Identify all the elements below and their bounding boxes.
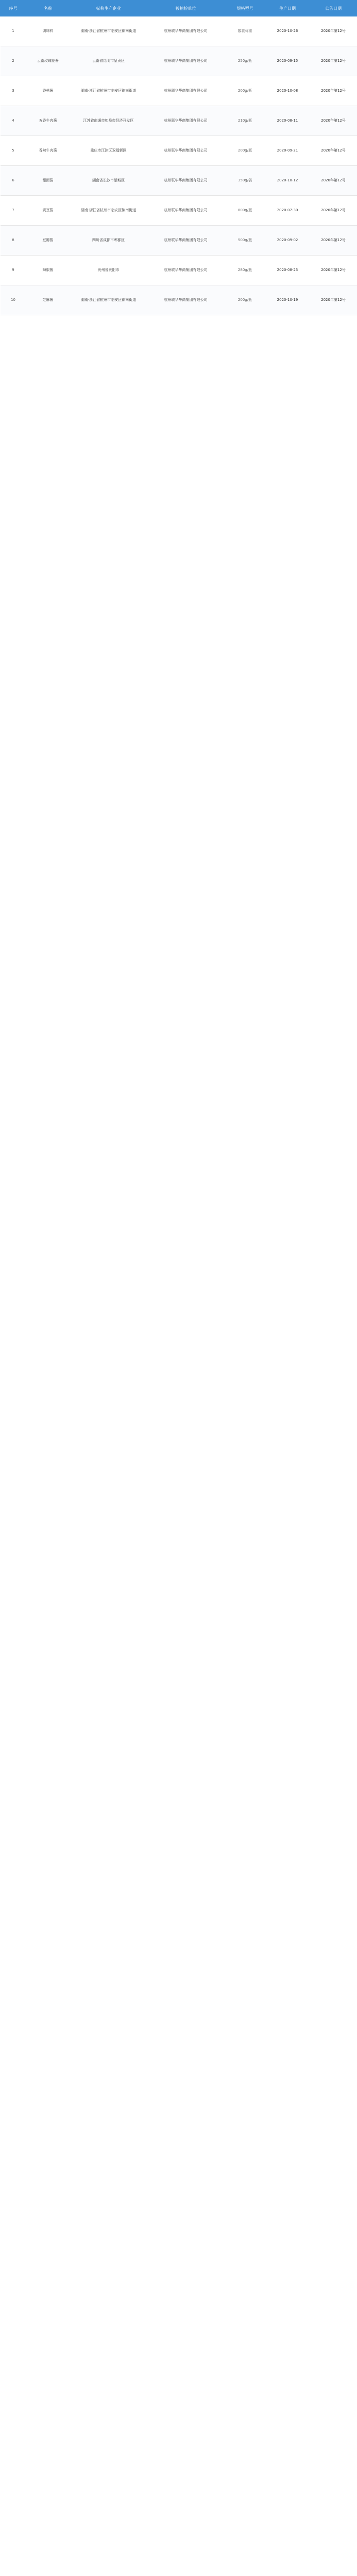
cell-date: 2020-10-12 — [266, 166, 310, 196]
table-row — [1, 285, 357, 315]
cell-date: 2020-09-02 — [266, 226, 310, 256]
table-row — [1, 256, 357, 285]
header-spec: 规格型号 — [225, 1, 266, 16]
cell-seq: 8 — [1, 226, 26, 256]
cell-spec: 210g/瓶 — [225, 106, 266, 136]
table-row — [1, 76, 357, 106]
cell-seq: 5 — [1, 136, 26, 166]
cell-seq: 10 — [1, 285, 26, 315]
cell-date: 2020-10-08 — [266, 76, 310, 106]
cell-spec: 350g/袋 — [225, 166, 266, 196]
cell-name: 芝麻酱 — [26, 285, 70, 315]
cell-spec: 280g/瓶 — [225, 256, 266, 285]
cell-spec: 200g/瓶 — [225, 76, 266, 106]
cell-unit: 杭州联华华商集团有限公司 — [147, 16, 225, 46]
cell-pub: 2020年第12号 — [310, 285, 357, 315]
cell-pub: 2020年第12号 — [310, 196, 357, 226]
cell-maker: 湖南·浙江省杭州市临安区锦南街道 — [70, 196, 147, 226]
header-pub: 公告日期 — [310, 1, 357, 16]
cell-spec: 800g/瓶 — [225, 196, 266, 226]
header-date: 生产日期 — [266, 1, 310, 16]
header-unit: 被抽检单位 — [147, 1, 225, 16]
cell-unit: 杭州联华华商集团有限公司 — [147, 226, 225, 256]
cell-date: 2020-09-21 — [266, 136, 310, 166]
cell-spec: 500g/瓶 — [225, 226, 266, 256]
table-row — [1, 16, 357, 46]
cell-pub: 2020年第12号 — [310, 136, 357, 166]
document-page — [0, 0, 357, 315]
cell-name: 甜面酱 — [26, 166, 70, 196]
table-row — [1, 166, 357, 196]
cell-date: 2020-10-19 — [266, 285, 310, 315]
cell-maker: 湖南省长沙市望城区 — [70, 166, 147, 196]
table-row — [1, 136, 357, 166]
cell-seq: 6 — [1, 166, 26, 196]
cell-unit: 杭州联华华商集团有限公司 — [147, 46, 225, 76]
cell-maker: 江苏省南通市如皋市经济开发区 — [70, 106, 147, 136]
header-maker: 标称生产企业 — [70, 1, 147, 16]
table-row — [1, 226, 357, 256]
cell-name: 辣椒酱 — [26, 256, 70, 285]
cell-spec: 200g/瓶 — [225, 285, 266, 315]
cell-maker: 云南省昆明市呈贡区 — [70, 46, 147, 76]
table-body — [1, 16, 357, 315]
cell-unit: 杭州联华华商集团有限公司 — [147, 136, 225, 166]
cell-name: 调味料 — [26, 16, 70, 46]
cell-maker: 重庆市江津区双福新区 — [70, 136, 147, 166]
cell-seq: 1 — [1, 16, 26, 46]
cell-seq: 7 — [1, 196, 26, 226]
cell-spec: 250g/瓶 — [225, 46, 266, 76]
cell-name: 豆瓣酱 — [26, 226, 70, 256]
cell-seq: 4 — [1, 106, 26, 136]
table-row — [1, 196, 357, 226]
cell-pub: 2020年第12号 — [310, 166, 357, 196]
cell-maker: 湖南·浙江省杭州市临安区锦南街道 — [70, 16, 147, 46]
cell-pub: 2020年第12号 — [310, 256, 357, 285]
cell-date: 2020-07-30 — [266, 196, 310, 226]
header-name: 名称 — [26, 1, 70, 16]
cell-spec: 200g/瓶 — [225, 136, 266, 166]
cell-name: 云南玫瑰花酱 — [26, 46, 70, 76]
cell-date: 2020-09-15 — [266, 46, 310, 76]
cell-seq: 2 — [1, 46, 26, 76]
cell-date: 2020-08-25 — [266, 256, 310, 285]
cell-unit: 杭州联华华商集团有限公司 — [147, 76, 225, 106]
inspection-results-table — [0, 0, 357, 315]
cell-seq: 3 — [1, 76, 26, 106]
header-seq: 序号 — [1, 1, 26, 16]
cell-unit: 杭州联华华商集团有限公司 — [147, 256, 225, 285]
cell-name: 香辣牛肉酱 — [26, 136, 70, 166]
cell-pub: 2020年第12号 — [310, 106, 357, 136]
cell-pub: 2020年第12号 — [310, 46, 357, 76]
cell-name: 香菇酱 — [26, 76, 70, 106]
cell-spec: 散装称重 — [225, 16, 266, 46]
cell-pub: 2020年第12号 — [310, 226, 357, 256]
cell-name: 黄豆酱 — [26, 196, 70, 226]
cell-maker: 贵州省贵阳市 — [70, 256, 147, 285]
cell-date: 2020-08-11 — [266, 106, 310, 136]
cell-pub: 2020年第12号 — [310, 76, 357, 106]
table-row — [1, 46, 357, 76]
cell-maker: 四川省成都市郫都区 — [70, 226, 147, 256]
cell-unit: 杭州联华华商集团有限公司 — [147, 196, 225, 226]
cell-date: 2020-10-26 — [266, 16, 310, 46]
cell-pub: 2020年第12号 — [310, 16, 357, 46]
cell-name: 五香牛肉酱 — [26, 106, 70, 136]
cell-unit: 杭州联华华商集团有限公司 — [147, 106, 225, 136]
cell-unit: 杭州联华华商集团有限公司 — [147, 166, 225, 196]
cell-unit: 杭州联华华商集团有限公司 — [147, 285, 225, 315]
cell-maker: 湖南·浙江省杭州市临安区锦南街道 — [70, 76, 147, 106]
cell-maker: 湖南·浙江省杭州市临安区锦南街道 — [70, 285, 147, 315]
table-row — [1, 106, 357, 136]
cell-seq: 9 — [1, 256, 26, 285]
table-header-row — [1, 1, 357, 16]
